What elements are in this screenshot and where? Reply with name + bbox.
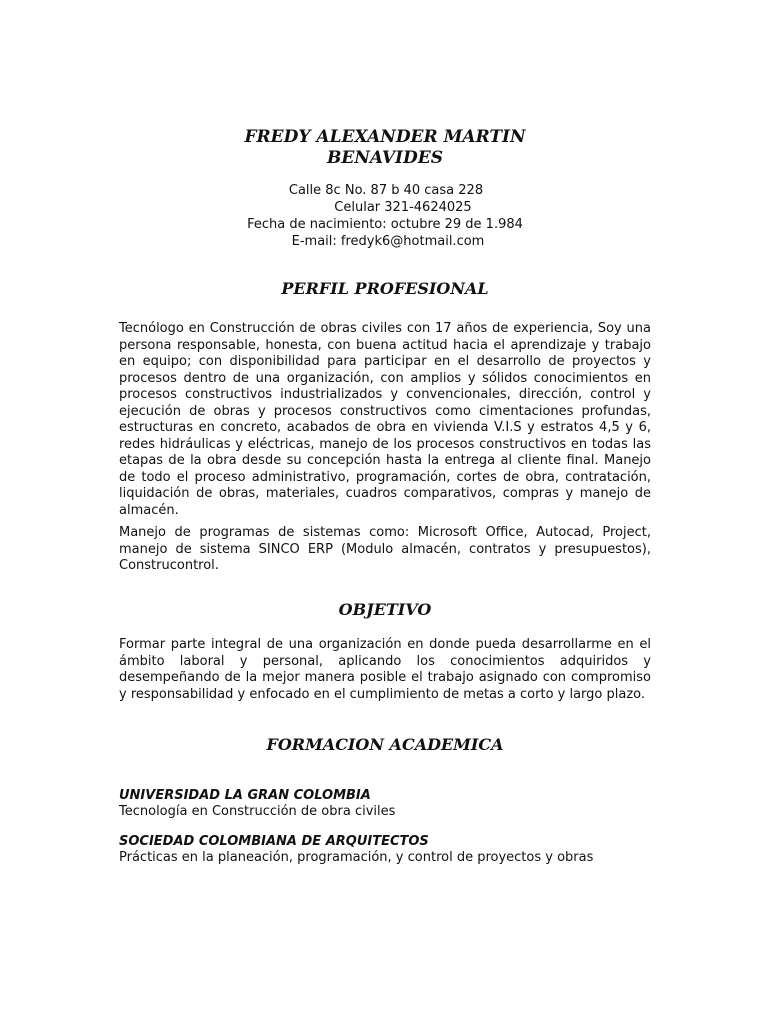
- candidate-name: [119, 127, 651, 169]
- name-line-1: FREDY ALEXANDER MARTIN: [244, 127, 526, 147]
- institution-name: SOCIEDAD COLOMBIANA DE ARQUITECTOS: [119, 834, 429, 849]
- address: Calle 8c No. 87 b 40 casa 228: [288, 183, 484, 198]
- section-title-perfil: PERFIL PROFESIONAL: [281, 279, 489, 298]
- perfil-paragraph-1: Tecnólogo en Construcción de obras civiles con 17 años de experiencia, Soy una persona responsable, honesta, con buena actitud hacia el aprendizaje y trabajo en equipo; con disponibilidad para participar en el desarrollo de proyectos y procesos dentro de una organización, con amplios y sólidos conocimientos en procesos constructivos industrializados y convencionales, dirección, control y ejecución de obras y procesos constructivos como cimentaciones profundas, estructuras en concreto, acabados de obra en vivienda V.I.S y estratos 4,5 y 6, redes hidráulicas y eléctricas, manejo de los procesos constructivos en todas las etapas de la obra desde su concepción hasta la entrega al cliente final. Manejo de todo el proceso administrativo, programación, cortes de obra, contratación, liquidación de obras, materiales, cuadros comparativos, compras y manejo de almacén.: [119, 321, 651, 518]
- name-line-2: BENAVIDES: [327, 148, 443, 168]
- institution-description: Prácticas en la planeación, programación, y control de proyectos y obras: [119, 850, 594, 865]
- objetivo-paragraph: Formar parte integral de una organización en donde pueda desarrollarme en el ámbito laboral y personal, aplicando los conocimientos adquiridos y desempeñando de la mejor manera posible el trabajo asignado con compromiso y responsabilidad y enfocado en el cumplimiento de metas a corto y largo plazo.: [119, 637, 651, 702]
- education-item: [119, 834, 651, 866]
- section-title-formacion: FORMACION ACADEMICA: [266, 735, 504, 754]
- phone: Celular 321-4624025: [334, 200, 472, 215]
- education-item: [119, 788, 651, 820]
- email: E-mail: fredyk6@hotmail.com: [291, 234, 485, 249]
- institution-description: Tecnología en Construcción de obra civiles: [119, 804, 396, 819]
- section-title-objetivo: OBJETIVO: [338, 600, 432, 619]
- contact-block: [119, 182, 651, 250]
- perfil-paragraph-2: Manejo de programas de sistemas como: Microsoft Office, Autocad, Project, manejo de sistema SINCO ERP (Modulo almacén, contratos y presupuestos), Construcontrol.: [119, 525, 651, 573]
- birth-date: Fecha de nacimiento: octubre 29 de 1.984: [247, 217, 523, 232]
- institution-name: UNIVERSIDAD LA GRAN COLOMBIA: [119, 788, 371, 803]
